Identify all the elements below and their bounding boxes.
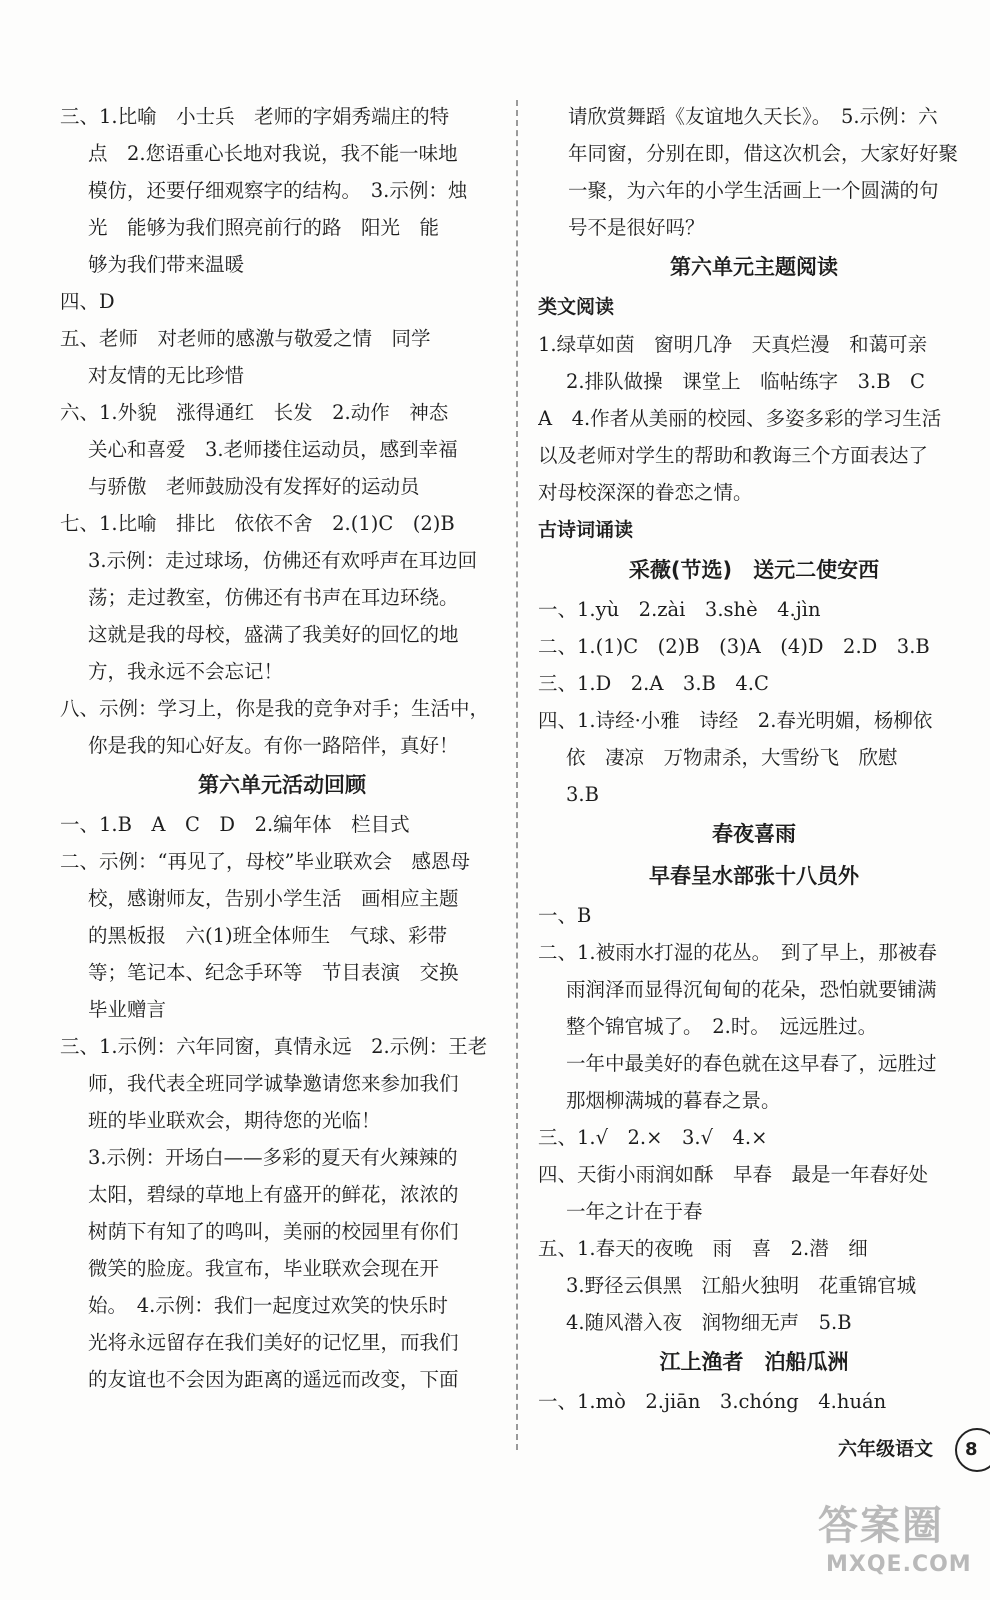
answer-line: 五、1.春天的夜晚 雨 喜 2.潜 细 <box>538 1237 868 1260</box>
answer-line: A 4.作者从美丽的校园、多姿多彩的学习生活 <box>538 407 942 430</box>
answer-line: 一年之计在于春 <box>566 1200 703 1223</box>
answer-line: 对友情的无比珍惜 <box>88 364 245 387</box>
answer-line: 模仿，还要仔细观察字的结构。 3.示例：烛 <box>88 179 468 202</box>
answer-line: 够为我们带来温暖 <box>88 253 245 276</box>
answer-line: 七、1.比喻 排比 依依不舍 2.(1)C (2)B <box>60 512 455 535</box>
column-divider <box>516 100 518 1450</box>
answer-line: 与骄傲 老师鼓励没有发挥好的运动员 <box>88 475 420 498</box>
section-heading: 江上渔者 泊船瓜洲 <box>659 1350 849 1374</box>
section-heading: 第六单元活动回顾 <box>198 773 366 797</box>
answer-line: 雨润泽而显得沉甸甸的花朵，恐怕就要铺满 <box>566 978 937 1001</box>
answer-line: 关心和喜爱 3.老师搂住运动员，感到幸福 <box>88 438 458 461</box>
answer-line: 始。 4.示例：我们一起度过欢笑的快乐时 <box>88 1294 448 1317</box>
answer-line: 五、老师 对老师的感激与敬爱之情 同学 <box>60 327 431 350</box>
answer-line: 一聚，为六年的小学生活画上一个圆满的句 <box>568 179 939 202</box>
answer-line: 一、1.yù 2.zài 3.shè 4.jìn <box>538 598 821 621</box>
answer-line: 请欣赏舞蹈《友谊地久天长》。 5.示例：六 <box>568 105 938 128</box>
answer-line: 毕业赠言 <box>88 998 167 1021</box>
answer-line: 太阳，碧绿的草地上有盛开的鲜花，浓浓的 <box>88 1183 459 1206</box>
answer-line: 八、示例：学习上，你是我的竞争对手；生活中， <box>60 697 490 720</box>
answer-line: 3.野径云俱黑 江船火独明 花重锦官城 <box>566 1274 917 1297</box>
answer-line: 1.绿草如茵 窗明几净 天真烂漫 和蔼可亲 <box>538 333 928 356</box>
answer-line: 整个锦官城了。 2.时。 远远胜过。 <box>566 1015 878 1038</box>
answer-line: 四、D <box>60 290 115 313</box>
book-label: 六年级语文 <box>838 1438 934 1460</box>
answer-line: 等；笔记本、纪念手环等 节目表演 交换 <box>88 961 459 984</box>
answer-line: 光 能够为我们照亮前行的路 阳光 能 <box>88 216 440 239</box>
answer-line: 方，我永远不会忘记！ <box>88 660 284 683</box>
answer-line: 以及老师对学生的帮助和教诲三个方面表达了 <box>538 444 929 467</box>
answer-line: 的友谊也不会因为距离的遥远而改变，下面 <box>88 1368 459 1391</box>
subsection-heading: 古诗词诵读 <box>538 519 634 541</box>
answer-line: 3.B <box>566 783 599 806</box>
answer-line: 3.示例：走过球场，仿佛还有欢呼声在耳边回 <box>88 549 478 572</box>
answer-line: 师，我代表全班同学诚挚邀请您来参加我们 <box>88 1072 459 1095</box>
answer-line: 二、1.被雨水打湿的花丛。 到了早上，那被春 <box>538 941 937 964</box>
answer-line: 对母校深深的眷恋之情。 <box>538 481 753 504</box>
answer-line: 二、1.(1)C (2)B (3)A (4)D 2.D 3.B <box>538 635 930 658</box>
answer-line: 三、1.比喻 小士兵 老师的字娟秀端庄的特 <box>60 105 450 128</box>
answer-line: 3.示例：开场白——多彩的夏天有火辣辣的 <box>88 1146 458 1169</box>
answer-line: 六、1.外貌 涨得通红 长发 2.动作 神态 <box>60 401 449 424</box>
watermark-logo <box>790 1490 972 1590</box>
answer-line: 一年中最美好的春色就在这早春了，远胜过 <box>566 1052 937 1075</box>
answer-line: 校，感谢师友，告别小学生活 画相应主题 <box>88 887 459 910</box>
answer-line: 荡；走过教室，仿佛还有书声在耳边环绕。 <box>88 586 459 609</box>
answer-line: 那烟柳满城的暮春之景。 <box>566 1089 781 1112</box>
answer-line: 2.排队做操 课堂上 临帖练字 3.B C <box>566 370 925 393</box>
answer-line: 依 凄凉 万物肃杀，大雪纷飞 欣慰 <box>566 746 898 769</box>
section-heading: 春夜喜雨 <box>712 822 796 846</box>
answer-line: 四、天街小雨润如酥 早春 最是一年春好处 <box>538 1163 929 1186</box>
answer-line: 的黑板报 六(1)班全体师生 气球、彩带 <box>88 924 448 947</box>
answer-line: 微笑的脸庞。我宣布，毕业联欢会现在开 <box>88 1257 440 1280</box>
answer-line: 一、1.mò 2.jiān 3.chóng 4.huán <box>538 1390 887 1413</box>
answer-line: 三、1.√ 2.× 3.√ 4.× <box>538 1126 768 1149</box>
answer-line: 三、1.示例：六年同窗，真情永远 2.示例：王老 <box>60 1035 488 1058</box>
section-heading: 第六单元主题阅读 <box>670 255 838 279</box>
answer-line: 光将永远留存在我们美好的记忆里，而我们 <box>88 1331 459 1354</box>
section-heading: 早春呈水部张十八员外 <box>649 864 859 888</box>
left-column <box>60 98 504 1398</box>
section-heading: 采薇(节选) 送元二使安西 <box>628 558 880 582</box>
answer-line: 一、1.B A C D 2.编年体 栏目式 <box>60 813 410 836</box>
right-column <box>538 98 970 1420</box>
answer-line: 号不是很好吗？ <box>568 216 705 239</box>
watermark-sub: MXQE.COM <box>826 1552 972 1577</box>
watermark-main: 答案圈 <box>818 1503 944 1549</box>
answer-line: 点 2.您语重心长地对我说，我不能一味地 <box>88 142 458 165</box>
answer-line: 你是我的知心好友。有你一路陪伴，真好！ <box>88 734 459 757</box>
answer-line: 这就是我的母校，盛满了我美好的回忆的地 <box>88 623 459 646</box>
answer-line: 4.随风潜入夜 润物细无声 5.B <box>566 1311 852 1334</box>
answer-line: 四、1.诗经·小雅 诗经 2.春光明媚，杨柳依 <box>538 709 933 732</box>
answer-line: 树荫下有知了的鸣叫，美丽的校园里有你们 <box>88 1220 459 1243</box>
answer-line: 二、示例：“再见了，母校”毕业联欢会 感恩母 <box>60 850 470 873</box>
answer-line: 班的毕业联欢会，期待您的光临！ <box>88 1109 381 1132</box>
answer-line: 一、B <box>538 904 592 927</box>
subsection-heading: 类文阅读 <box>538 296 615 318</box>
page-number: 8 <box>955 1428 990 1472</box>
answer-line: 年同窗，分别在即，借这次机会，大家好好聚 <box>568 142 959 165</box>
answer-line: 三、1.D 2.A 3.B 4.C <box>538 672 769 695</box>
